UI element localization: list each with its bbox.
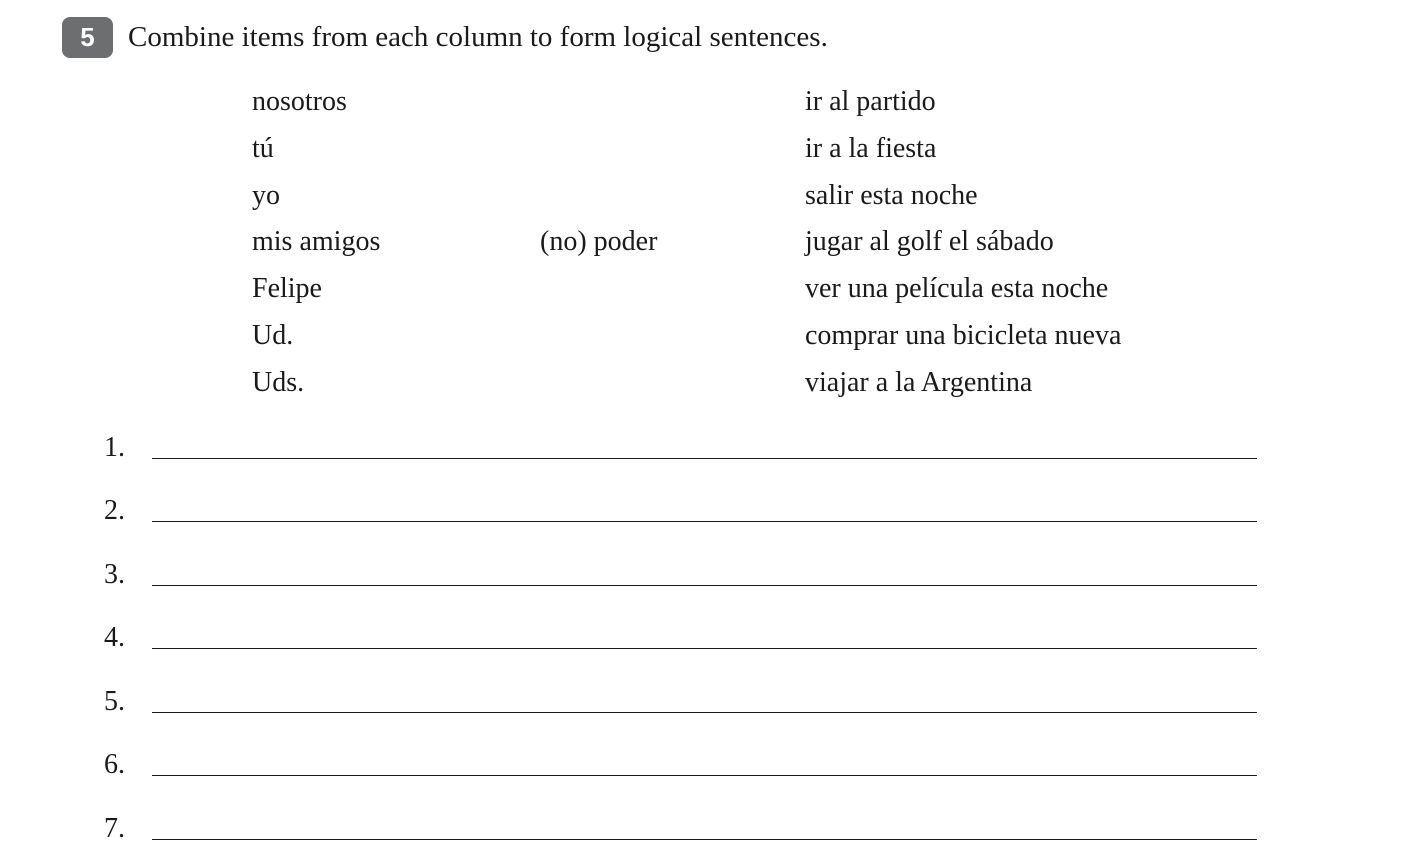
answer-line[interactable] xyxy=(152,775,1257,776)
subject-column xyxy=(252,82,380,410)
action-item: ir al partido xyxy=(805,86,936,117)
answer-number: 6. xyxy=(104,749,125,780)
action-item: comprar una bicicleta nueva xyxy=(805,319,1122,351)
answer-row xyxy=(0,682,1422,722)
action-column xyxy=(805,82,1121,410)
answer-line[interactable] xyxy=(152,521,1257,522)
answer-number: 7. xyxy=(104,813,125,844)
exercise-number-badge: 5 xyxy=(62,17,113,58)
answer-line[interactable] xyxy=(152,585,1257,586)
answer-row xyxy=(0,745,1422,785)
action-item: ver una película esta noche xyxy=(805,273,1109,305)
answer-number: 5. xyxy=(104,686,125,717)
subject-item: mis amigos xyxy=(252,226,381,258)
answer-row xyxy=(0,428,1422,468)
answer-number: 1. xyxy=(104,432,125,463)
answer-row xyxy=(0,618,1422,658)
answer-line[interactable] xyxy=(152,839,1257,840)
subject-item: nosotros xyxy=(252,86,347,117)
verb-column: (no) poder xyxy=(540,226,658,257)
answer-row xyxy=(0,491,1422,531)
action-item: salir esta noche xyxy=(805,179,978,211)
exercise-instruction: Combine items from each column to form logical sentences. xyxy=(128,21,828,53)
subject-item: yo xyxy=(252,179,280,211)
answer-number: 3. xyxy=(104,559,125,590)
answer-line[interactable] xyxy=(152,458,1257,459)
answer-row xyxy=(0,809,1422,849)
answer-line[interactable] xyxy=(152,648,1257,649)
subject-item: tú xyxy=(252,132,274,164)
answer-row xyxy=(0,555,1422,595)
subject-item: Uds. xyxy=(252,366,305,398)
answer-line[interactable] xyxy=(152,712,1257,713)
action-item: viajar a la Argentina xyxy=(805,366,1033,398)
action-item: jugar al golf el sábado xyxy=(805,226,1054,258)
answer-number: 4. xyxy=(104,622,125,653)
answer-number: 2. xyxy=(104,495,125,526)
action-item: ir a la fiesta xyxy=(805,132,937,164)
subject-item: Felipe xyxy=(252,273,322,305)
subject-item: Ud. xyxy=(252,319,294,351)
